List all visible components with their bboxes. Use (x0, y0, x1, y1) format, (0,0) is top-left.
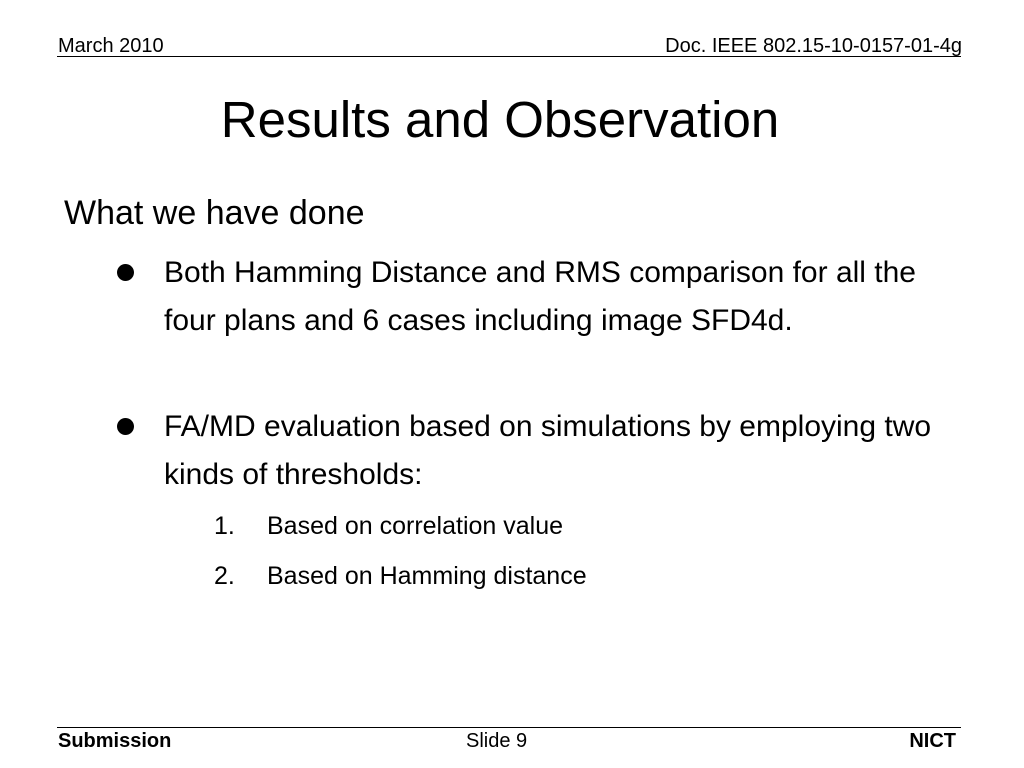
bullet-dot-icon (117, 418, 134, 435)
bullet-dot-icon (117, 264, 134, 281)
list-item-text: Based on Hamming distance (267, 562, 587, 590)
list-item-text: Based on correlation value (267, 512, 564, 540)
footer-organization: NICT (909, 730, 956, 752)
bullet-text: FA/MD evaluation based on simulations by employing two kinds of thresholds: (164, 410, 932, 491)
footer-divider (57, 727, 961, 728)
header-doc-id: Doc. IEEE 802.15-10-0157-01-4g (665, 35, 962, 57)
header-date: March 2010 (58, 35, 164, 57)
section-heading: What we have done (64, 194, 365, 232)
slide-title: Results and Observation (220, 91, 780, 148)
list-number: 1. (214, 512, 235, 540)
footer-submission: Submission (58, 730, 172, 752)
footer-slide-number: Slide 9 (466, 730, 528, 752)
header-divider (57, 56, 961, 57)
bullet-text: Both Hamming Distance and RMS comparison for all the four plans and 6 cases including image SFD4d. (164, 256, 916, 337)
list-number: 2. (214, 562, 235, 590)
